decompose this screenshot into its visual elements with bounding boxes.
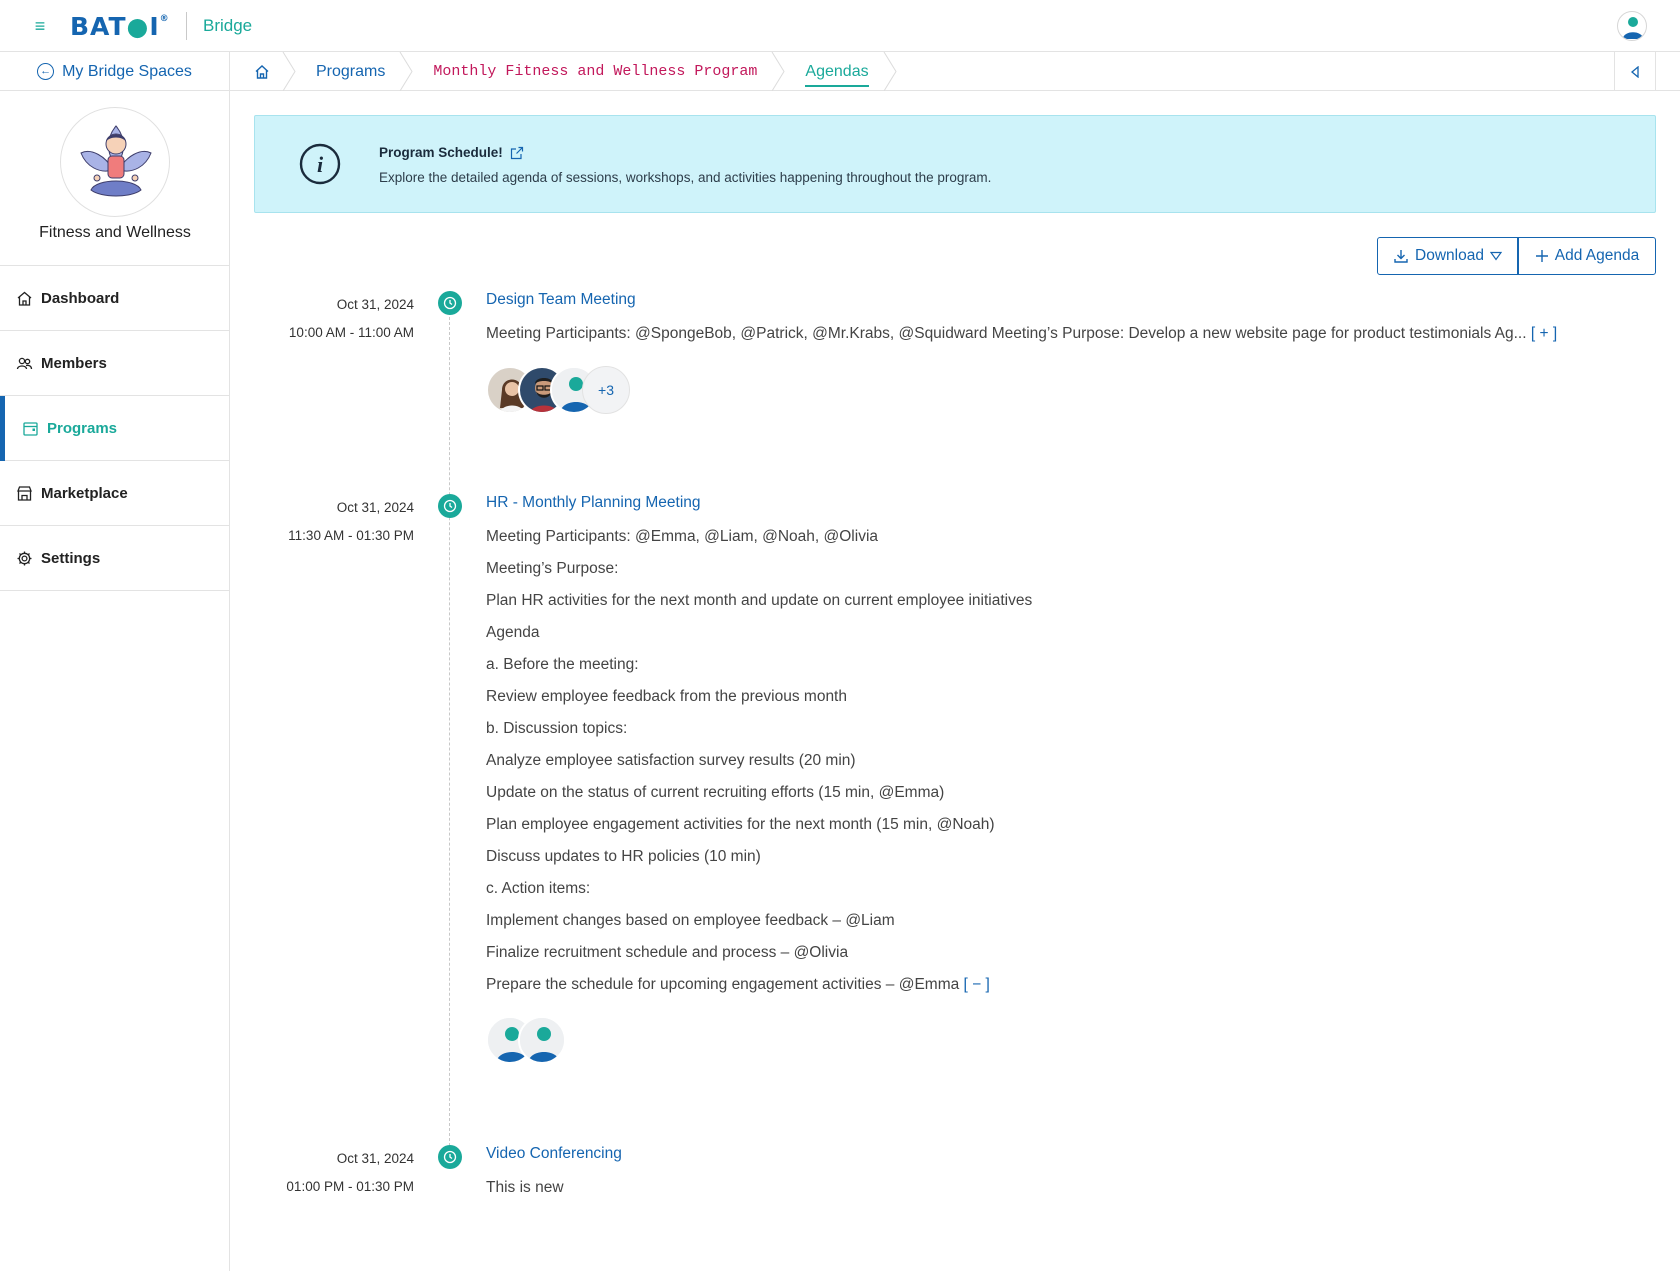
- sidebar: [0, 91, 230, 1271]
- sidebar-item-settings[interactable]: Settings: [0, 526, 230, 591]
- event-title-link[interactable]: HR - Monthly Planning Meeting: [486, 494, 701, 511]
- sidebar-item-programs[interactable]: Programs: [0, 396, 230, 461]
- breadcrumb-programs[interactable]: Programs: [292, 52, 409, 91]
- space-avatar: [60, 107, 170, 217]
- event-time: 11:30 AM - 01:30 PM: [288, 528, 414, 543]
- banner-title: Program Schedule!: [379, 145, 524, 160]
- participant-avatars: [486, 1016, 550, 1064]
- chevron-down-icon: [1490, 251, 1502, 261]
- active-indicator: [0, 396, 5, 461]
- collapse-toggle[interactable]: [ − ]: [963, 976, 990, 993]
- avatar[interactable]: [518, 1016, 566, 1064]
- event-line: Analyze employee satisfaction survey results (20 min): [486, 752, 856, 769]
- program-schedule-banner: [254, 115, 1656, 213]
- event-title-link[interactable]: Design Team Meeting: [486, 291, 636, 308]
- breadcrumb-agendas[interactable]: Agendas: [781, 52, 892, 91]
- my-bridge-spaces-link[interactable]: [0, 52, 230, 91]
- participant-avatars: [486, 366, 614, 414]
- triangle-left-icon: [1630, 66, 1640, 78]
- user-icon: [1618, 12, 1647, 41]
- event-line: Plan employee engagement activities for the next month (15 min, @Noah): [486, 816, 995, 833]
- event-description: Meeting Participants: @SpongeBob, @Patrick, @Mr.Krabs, @Squidward Meeting’s Purpose: Develop a new website page for product testimonials Ag... [ + ]: [486, 325, 1558, 342]
- store-icon: [16, 485, 33, 502]
- add-agenda-button[interactable]: Add Agenda: [1518, 237, 1656, 275]
- home-icon: [254, 64, 270, 80]
- user-avatar[interactable]: [1617, 11, 1647, 41]
- event-line: Implement changes based on employee feedback – @Liam: [486, 912, 895, 929]
- event-date: Oct 31, 2024: [336, 1151, 414, 1166]
- sidebar-item-members[interactable]: Members: [0, 331, 230, 396]
- download-icon: [1393, 248, 1409, 264]
- event-line: Prepare the schedule for upcoming engagement activities – @Emma [ − ]: [486, 976, 990, 993]
- timeline-clock-icon: [438, 291, 462, 315]
- timeline-line: [449, 302, 450, 1156]
- breadcrumb-separator: [883, 52, 897, 91]
- home-icon: [16, 290, 33, 307]
- timeline-clock-icon: [438, 494, 462, 518]
- active-underline: [805, 85, 868, 87]
- sidebar-item-dashboard[interactable]: Dashboard: [0, 266, 230, 331]
- plus-icon: [1535, 249, 1549, 263]
- event-line: Meeting’s Purpose:: [486, 560, 619, 577]
- event-line: Meeting Participants: @Emma, @Liam, @Noah, @Olivia: [486, 528, 879, 545]
- gear-icon: [16, 550, 33, 567]
- banner-description: Explore the detailed agenda of sessions, workshops, and activities happening throughout the program.: [379, 170, 992, 185]
- event-time: 10:00 AM - 11:00 AM: [288, 325, 414, 340]
- back-arrow-icon: ←: [37, 63, 54, 80]
- sub-bar: [0, 52, 1680, 91]
- sidebar-nav: [0, 265, 230, 591]
- event-line: Finalize recruitment schedule and process – @Olivia: [486, 944, 849, 961]
- event-line: This is new: [486, 1179, 564, 1196]
- top-bar: [0, 0, 1680, 52]
- timeline-clock-icon: [438, 1145, 462, 1169]
- breadcrumb-home[interactable]: [230, 52, 292, 91]
- event-date: Oct 31, 2024: [336, 500, 414, 515]
- download-button[interactable]: Download: [1377, 237, 1518, 275]
- event-date: Oct 31, 2024: [336, 297, 414, 312]
- spaces-link-label: My Bridge Spaces: [62, 62, 192, 80]
- event-line: a. Before the meeting:: [486, 656, 639, 673]
- calendar-icon: [22, 420, 39, 437]
- users-icon: [16, 355, 33, 372]
- batoi-logo[interactable]: BAT●I®: [70, 12, 170, 41]
- breadcrumb-program[interactable]: Monthly Fitness and Wellness Program: [409, 52, 781, 91]
- breadcrumb: [230, 52, 893, 91]
- info-icon: [299, 143, 341, 185]
- event-time: 01:00 PM - 01:30 PM: [286, 1179, 414, 1194]
- event-line: Update on the status of current recruiting efforts (15 min, @Emma): [486, 784, 945, 801]
- external-link-icon[interactable]: [510, 146, 524, 160]
- event-line: b. Discussion topics:: [486, 720, 628, 737]
- space-name: Fitness and Wellness: [39, 224, 191, 241]
- hamburger-menu-icon[interactable]: ≡: [34, 16, 46, 36]
- event-line: c. Action items:: [486, 880, 591, 897]
- event-line: Plan HR activities for the next month and update on current employee initiatives: [486, 592, 1033, 609]
- svg-text:i: i: [316, 152, 324, 177]
- event-line: Agenda: [486, 624, 540, 641]
- event-line: Discuss updates to HR policies (10 min): [486, 848, 761, 865]
- more-participants-badge[interactable]: +3: [582, 366, 630, 414]
- collapse-panel-button[interactable]: [1614, 52, 1656, 91]
- expand-toggle[interactable]: [ + ]: [1530, 325, 1558, 342]
- event-title-link[interactable]: Video Conferencing: [486, 1145, 622, 1162]
- app-name: Bridge: [203, 16, 253, 35]
- yoga-illustration-icon: [61, 108, 170, 217]
- event-line: Review employee feedback from the previous month: [486, 688, 847, 705]
- sidebar-item-marketplace[interactable]: Marketplace: [0, 461, 230, 526]
- logo-divider: [186, 12, 187, 40]
